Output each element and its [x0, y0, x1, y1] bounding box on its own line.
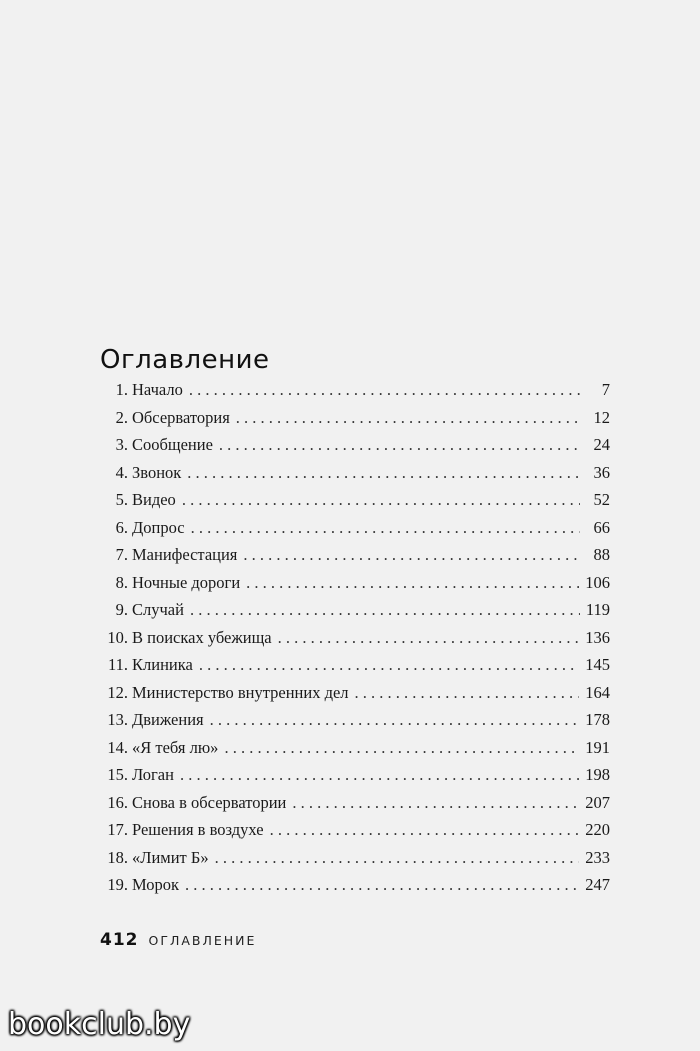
toc-entry-page: 247 — [585, 875, 610, 894]
watermark: bookclub.by — [8, 1007, 191, 1042]
toc-entry-page: 136 — [585, 627, 610, 647]
toc-entry-page: 36 — [593, 462, 610, 482]
toc-leader-dots — [182, 490, 580, 510]
toc-leader-dots — [191, 518, 580, 538]
running-head: ОГЛАВЛЕНИЕ — [148, 933, 257, 948]
toc-entry-page: 164 — [585, 682, 610, 702]
toc-entry-number: 17. — [107, 820, 128, 839]
toc-leader-dots — [355, 683, 580, 703]
toc-entry — [100, 765, 610, 793]
toc-entry-title: Обсерватория — [132, 407, 230, 427]
toc-leader-dots — [224, 738, 579, 758]
toc-entry-number: 11. — [107, 655, 128, 674]
toc-entry-number: 19. — [107, 875, 128, 894]
toc-entry-page: 119 — [585, 600, 610, 619]
toc-entry-page: 12 — [593, 407, 610, 427]
toc-entry-number: 14. — [107, 737, 128, 757]
toc-entry-number: 3. — [115, 435, 128, 454]
toc-leader-dots — [210, 710, 580, 730]
toc-entry — [100, 573, 610, 601]
toc-entry-page: 7 — [601, 380, 610, 399]
toc-entry-page: 88 — [593, 545, 610, 564]
toc-entry-number: 18. — [107, 847, 128, 867]
toc-entry-number: 5. — [115, 490, 128, 509]
toc-entry-number: 9. — [115, 600, 128, 619]
toc-leader-dots — [215, 848, 580, 868]
toc-entry — [100, 793, 610, 821]
toc-leader-dots — [199, 655, 579, 675]
toc-leader-dots — [190, 600, 580, 620]
toc-entry-page: 178 — [585, 710, 610, 729]
toc-entry-page: 220 — [585, 820, 610, 839]
toc-entry-number: 7. — [115, 545, 128, 564]
toc-leader-dots — [270, 820, 580, 840]
toc-entry-title: Движения — [132, 710, 204, 729]
toc-leader-dots — [187, 463, 580, 483]
page-title: Оглавление — [100, 345, 270, 376]
toc-entry — [100, 600, 610, 628]
toc-entry-title: Начало — [132, 380, 183, 399]
toc-entry-title: Снова в обсерватории — [132, 792, 287, 812]
toc-entry-title: Ночные дороги — [132, 572, 241, 592]
toc-entry-number: 2. — [115, 407, 128, 427]
toc-entry — [100, 683, 610, 711]
toc-entry-number: 6. — [115, 517, 128, 537]
toc-leader-dots — [292, 793, 579, 813]
toc-entry-number: 16. — [107, 792, 128, 812]
toc-entry — [100, 875, 610, 903]
toc-entry-title: Сообщение — [132, 435, 213, 454]
toc-entry-title: Логан — [132, 765, 174, 784]
toc-entry-number: 12. — [107, 682, 128, 702]
toc-leader-dots — [219, 435, 580, 455]
toc-entry — [100, 710, 610, 738]
toc-leader-dots — [185, 875, 579, 895]
toc-entry-page: 233 — [585, 847, 610, 867]
toc-entry — [100, 490, 610, 518]
toc-entry-title: Морок — [132, 875, 180, 894]
toc-entry — [100, 518, 610, 546]
toc-entry-page: 145 — [585, 655, 610, 674]
toc-entry-number: 15. — [107, 765, 128, 784]
toc-entry-page: 66 — [593, 517, 610, 537]
toc-entry-title: Звонок — [132, 462, 182, 482]
toc-entry-number: 4. — [115, 462, 128, 482]
toc-entry — [100, 738, 610, 766]
toc-entry-number: 10. — [107, 627, 128, 647]
toc-entry-title: «Я тебя лю» — [132, 737, 219, 757]
toc-entry-page: 52 — [593, 490, 610, 509]
toc-entry-title: «Лимит Б» — [132, 847, 209, 867]
toc-leader-dots — [278, 628, 580, 648]
toc-entry-title: Клиника — [132, 655, 193, 674]
toc-entry — [100, 380, 610, 408]
toc-entry-number: 13. — [107, 710, 128, 729]
toc-entry — [100, 628, 610, 656]
toc-entry-page: 24 — [593, 435, 610, 454]
toc-entry-title: Решения в воздухе — [132, 820, 264, 839]
toc-entry — [100, 408, 610, 436]
toc-entry — [100, 655, 610, 683]
toc-entry-page: 106 — [585, 572, 610, 592]
toc-entry-number: 8. — [115, 572, 128, 592]
toc-entry — [100, 820, 610, 848]
toc-entry — [100, 545, 610, 573]
page-number: 412 — [100, 930, 139, 950]
toc-leader-dots — [243, 545, 580, 565]
toc-leader-dots — [180, 765, 579, 785]
toc-entry-title: В поисках убежища — [132, 627, 272, 647]
toc-entry — [100, 848, 610, 876]
toc-entry-title: Видео — [132, 490, 176, 509]
toc-entry-page: 207 — [585, 792, 610, 812]
toc-entry-title: Допрос — [132, 517, 185, 537]
toc-entry-page: 191 — [585, 737, 610, 757]
toc-entry-number: 1. — [115, 380, 128, 399]
toc-leader-dots — [236, 408, 580, 428]
toc-leader-dots — [189, 380, 580, 400]
toc-entry-page: 198 — [585, 765, 610, 784]
toc-leader-dots — [246, 573, 579, 593]
toc-entry-title: Случай — [132, 600, 184, 619]
toc-entry-title: Манифестация — [132, 545, 238, 564]
toc-entry — [100, 463, 610, 491]
toc-entry — [100, 435, 610, 463]
toc-entry-title: Министерство внутренних дел — [132, 682, 349, 702]
table-of-contents — [100, 380, 610, 903]
page-footer — [100, 930, 256, 950]
